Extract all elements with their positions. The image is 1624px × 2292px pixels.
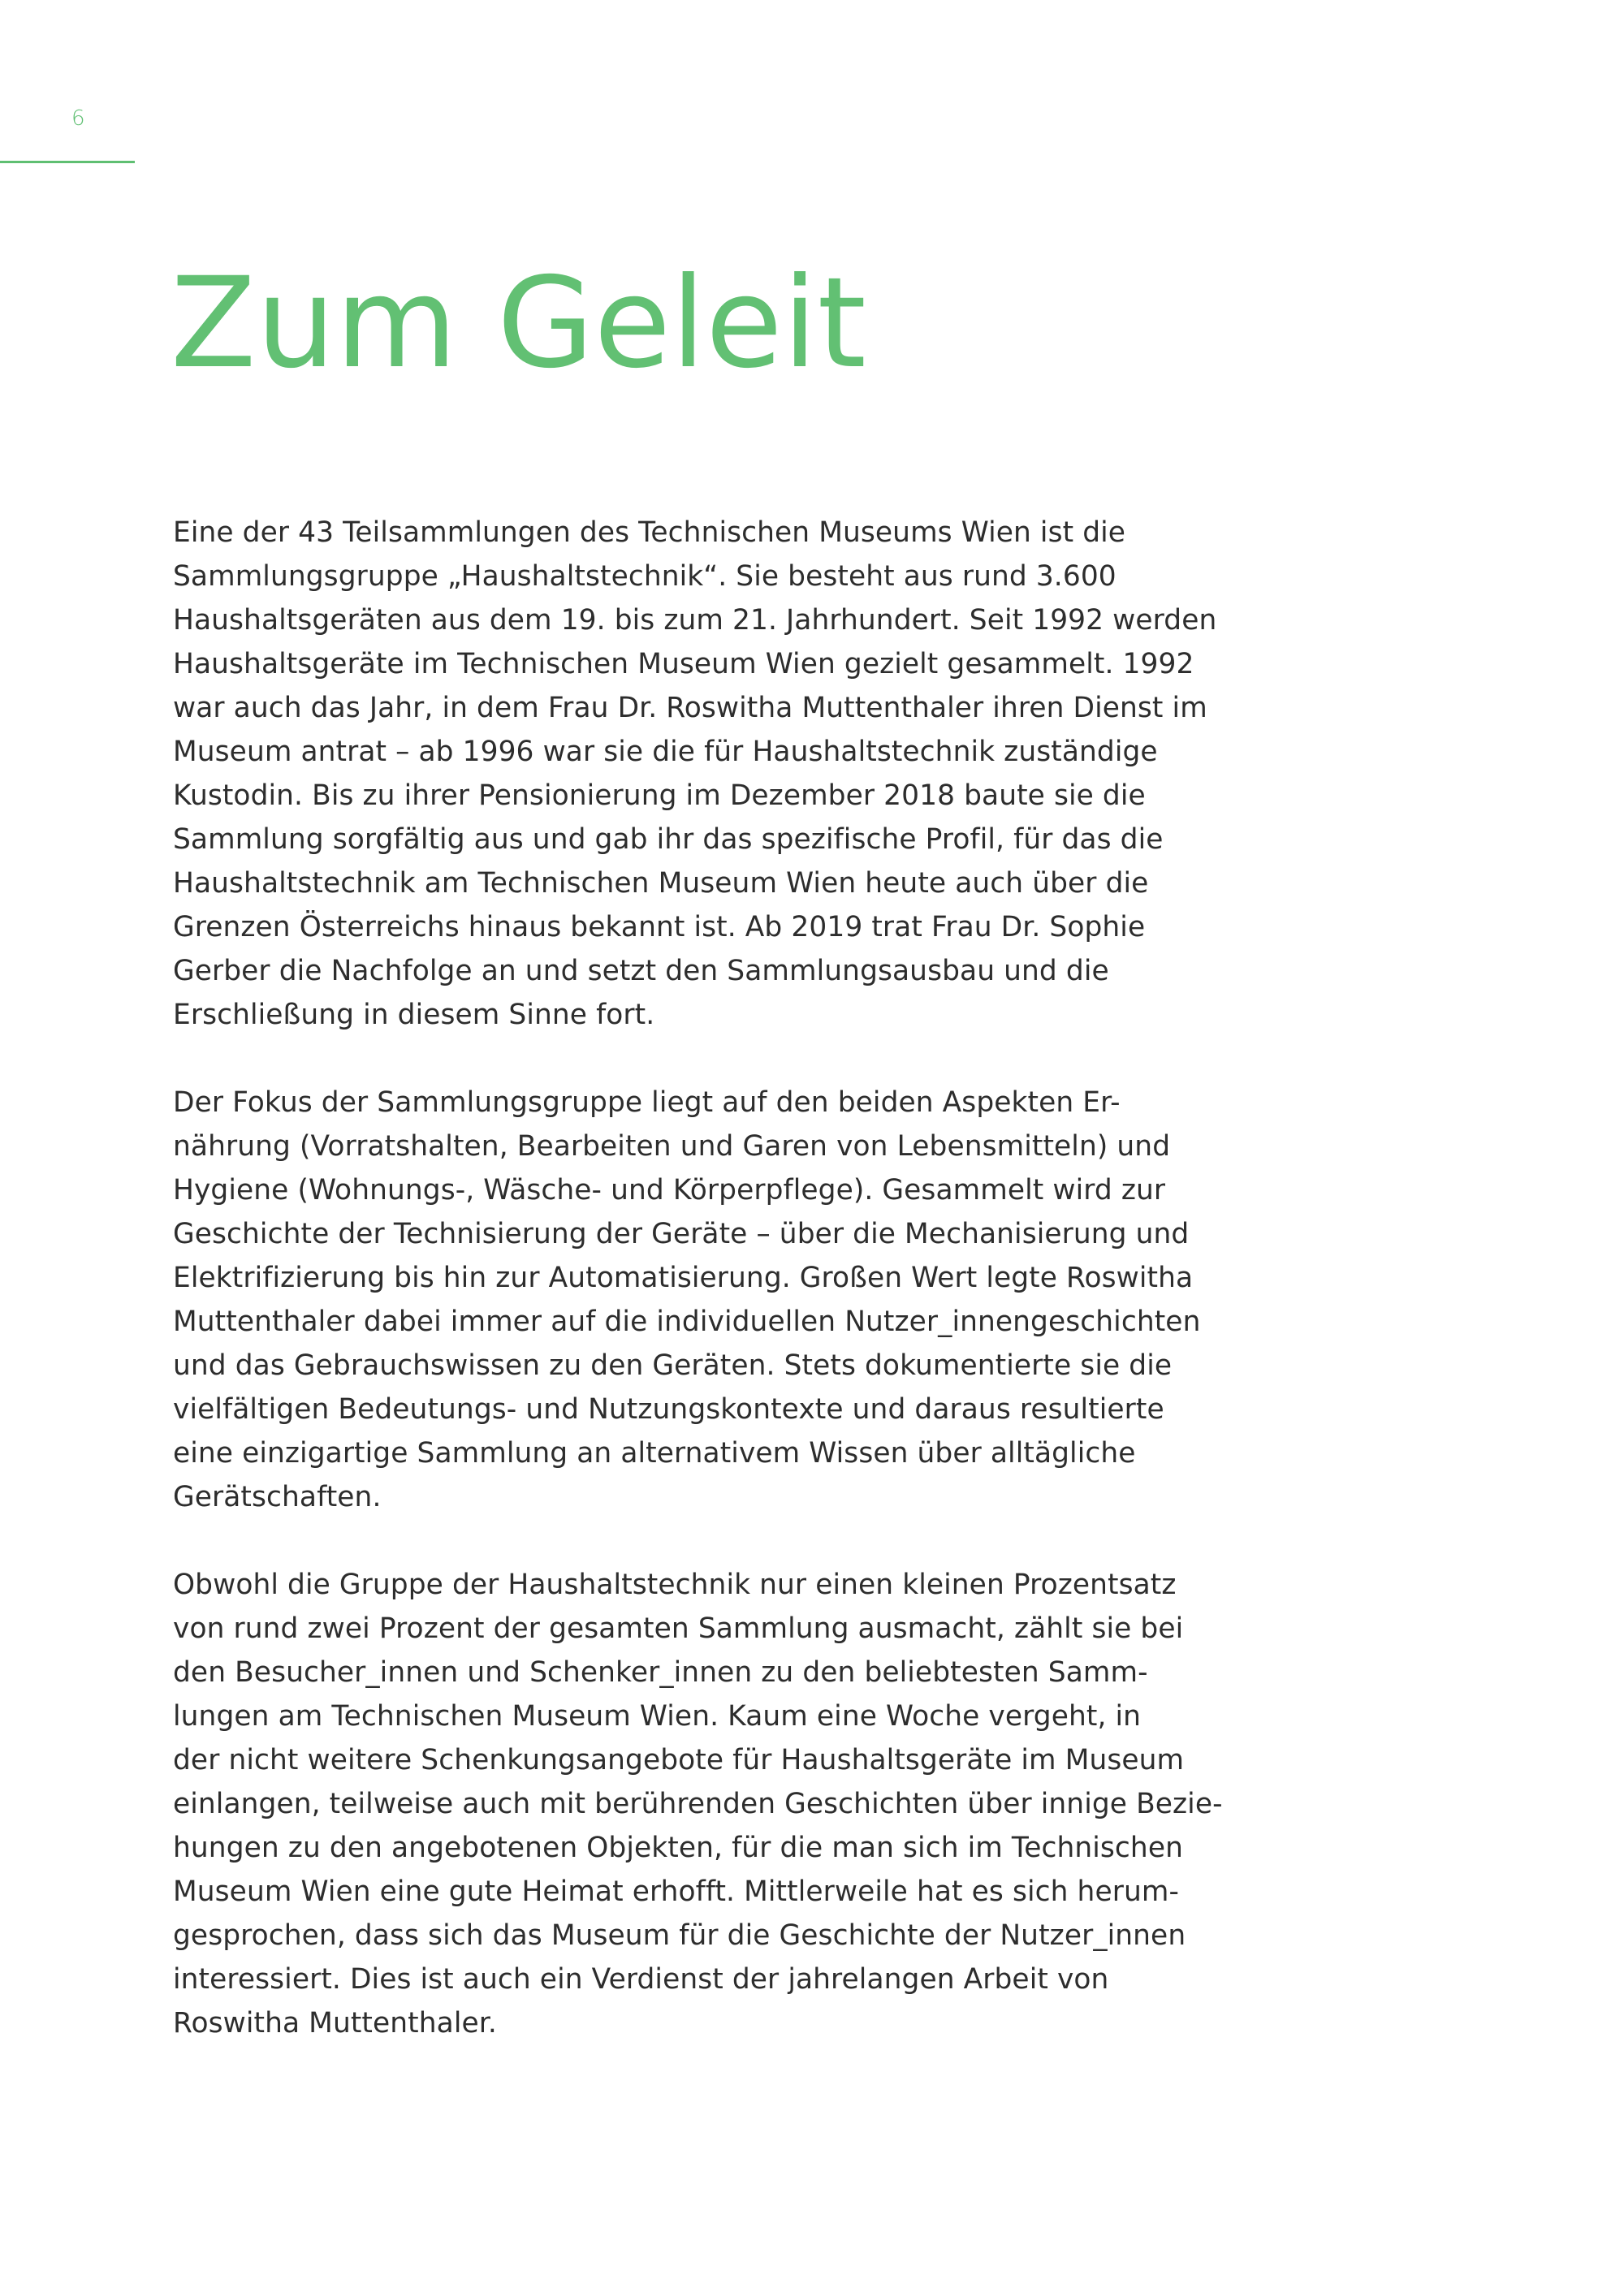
text-line: gesprochen, dass sich das Museum für die Geschichte der Nutzer_innen (173, 1919, 1186, 1952)
paragraph-2 (173, 1081, 1294, 1519)
text-line: einlangen, teilweise auch mit berührenden Geschichten über innige Bezie- (173, 1788, 1223, 1820)
text-line: Museum antrat – ab 1996 war sie die für Haushaltstechnik zuständige (173, 736, 1158, 768)
text-line: Hygiene (Wohnungs-, Wäsche- und Körperpflege). Gesammelt wird zur (173, 1174, 1166, 1206)
text-line: Sammlungsgruppe „Haushaltstechnik“. Sie besteht aus rund 3.600 (173, 560, 1116, 593)
text-line: Haushaltsgeräte im Technischen Museum Wien gezielt gesammelt. 1992 (173, 648, 1194, 680)
text-line: den Besucher_innen und Schenker_innen zu den beliebtesten Samm- (173, 1656, 1148, 1689)
text-line: Gerber die Nachfolge an und setzt den Sammlungsausbau und die (173, 955, 1109, 987)
text-line: interessiert. Dies ist auch ein Verdienst der jahrelangen Arbeit von (173, 1963, 1109, 1996)
text-line: nährung (Vorratshalten, Bearbeiten und Garen von Lebensmitteln) und (173, 1130, 1171, 1163)
text-line: Kustodin. Bis zu ihrer Pensionierung im Dezember 2018 baute sie die (173, 779, 1146, 812)
text-line: von rund zwei Prozent der gesamten Sammlung ausmacht, zählt sie bei (173, 1612, 1184, 1645)
text-line: war auch das Jahr, in dem Frau Dr. Roswitha Muttenthaler ihren Dienst im (173, 692, 1207, 724)
text-line: vielfältigen Bedeutungs- und Nutzungskontexte und daraus resultierte (173, 1393, 1164, 1426)
text-line: Elektrifizierung bis hin zur Automatisierung. Großen Wert legte Roswitha (173, 1262, 1194, 1294)
text-line: Haushaltsgeräten aus dem 19. bis zum 21. Jahrhundert. Seit 1992 werden (173, 604, 1217, 637)
text-line: hungen zu den angebotenen Objekten, für die man sich im Technischen (173, 1832, 1183, 1864)
text-line: Geschichte der Technisierung der Geräte – über die Mechanisierung und (173, 1218, 1190, 1250)
text-line: Der Fokus der Sammlungsgruppe liegt auf den beiden Aspekten Er- (173, 1086, 1121, 1119)
text-line: lungen am Technischen Museum Wien. Kaum eine Woche vergeht, in (173, 1700, 1142, 1733)
text-line: Grenzen Österreichs hinaus bekannt ist. Ab 2019 trat Frau Dr. Sophie (173, 911, 1146, 943)
text-line: Eine der 43 Teilsammlungen des Technischen Museums Wien ist die (173, 516, 1126, 549)
header-rule (0, 161, 135, 163)
text-line: und das Gebrauchswissen zu den Geräten. Stets dokumentierte sie die (173, 1349, 1173, 1382)
page-title: Zum Geleit (171, 251, 866, 396)
text-line: eine einzigartige Sammlung an alternativem Wissen über alltägliche (173, 1437, 1136, 1470)
page-number: 6 (71, 106, 85, 131)
text-line: Sammlung sorgfältig aus und gab ihr das spezifische Profil, für das die (173, 823, 1164, 856)
paragraph-3 (173, 1563, 1294, 2045)
text-line: Museum Wien eine gute Heimat erhofft. Mittlerweile hat es sich herum- (173, 1875, 1179, 1908)
text-line: Haushaltstechnik am Technischen Museum Wien heute auch über die (173, 867, 1149, 900)
text-line: Gerätschaften. (173, 1481, 382, 1513)
text-line: Erschließung in diesem Sinne fort. (173, 999, 655, 1031)
text-line: Obwohl die Gruppe der Haushaltstechnik nur einen kleinen Prozentsatz (173, 1569, 1177, 1601)
text-line: Roswitha Muttenthaler. (173, 2007, 497, 2039)
paragraph-1 (173, 511, 1294, 1037)
text-line: der nicht weitere Schenkungsangebote für Haushaltsgeräte im Museum (173, 1744, 1185, 1776)
body-text (173, 511, 1294, 2089)
text-line: Muttenthaler dabei immer auf die individuellen Nutzer_innengeschichten (173, 1306, 1201, 1338)
